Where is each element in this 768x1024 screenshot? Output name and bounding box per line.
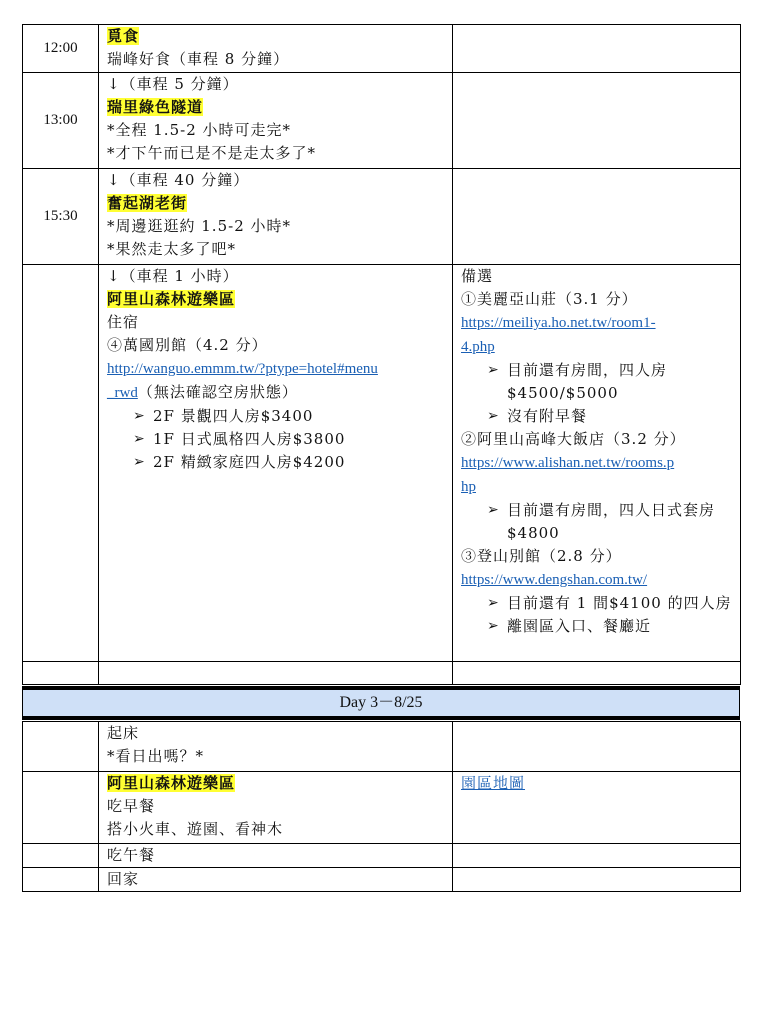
activity-line: 吃早餐 (107, 797, 156, 815)
highlight-place: 阿里山森林遊樂區 (107, 290, 236, 308)
day-header-band (22, 686, 740, 720)
arrow-bullet-icon: ➢ (487, 408, 500, 424)
side-cell (453, 722, 741, 772)
activity-line: 瑞峰好食（車程 8 分鐘） (107, 50, 290, 68)
option-name: ②阿里山高峰大飯店（3.2 分） (461, 430, 686, 448)
table-row (23, 169, 741, 265)
schedule-table-day3 (22, 721, 741, 892)
note-line: *周邊逛逛約 1.5-2 小時* (107, 217, 292, 235)
day-header: Day 3－8/25 (22, 690, 740, 716)
side-cell (453, 169, 741, 265)
note-line: *果然走太多了吧* (107, 240, 237, 258)
park-map-link[interactable]: 園區地圖 (461, 774, 526, 792)
option-link-continued[interactable]: 4.php (461, 339, 495, 355)
time-cell (23, 265, 99, 662)
table-row (23, 265, 741, 662)
activity-line: 吃午餐 (107, 846, 156, 864)
activity-cell (99, 722, 453, 772)
activity-line: 回家 (107, 870, 140, 888)
table-row (23, 73, 741, 169)
arrow-bullet-icon: ➢ (487, 618, 500, 634)
alternatives-title: 備選 (461, 267, 494, 285)
highlight-place: 瑞里綠色隧道 (107, 98, 204, 116)
table-row-empty (23, 662, 741, 685)
alternatives-cell (453, 265, 741, 662)
table-row (23, 772, 741, 844)
arrow-bullet-icon: ➢ (487, 595, 500, 611)
option-name: ③登山別館（2.8 分） (461, 547, 622, 565)
empty-cell (99, 662, 453, 685)
activity-cell (99, 25, 453, 73)
time-cell (23, 868, 99, 892)
note-line: *看日出嗎？* (107, 747, 205, 765)
option-link-continued[interactable]: hp (461, 479, 476, 495)
time-cell (23, 722, 99, 772)
link-note: （無法確認空房狀態） (137, 383, 298, 401)
side-cell (453, 868, 741, 892)
empty-cell (453, 662, 741, 685)
table-row (23, 868, 741, 892)
option-name: ①美麗亞山莊（3.1 分） (461, 290, 638, 308)
arrow-bullet-icon: ➢ (133, 408, 146, 424)
activity-cell (99, 265, 453, 662)
travel-line: ↓（車程 1 小時） (107, 267, 239, 285)
list-item: ➢ 目前還有房間，四人日式套房$4800 (487, 501, 716, 542)
highlight-place: 覓食 (107, 27, 140, 45)
divider (22, 716, 740, 720)
travel-line: ↓（車程 5 分鐘） (107, 75, 239, 93)
empty-cell (23, 662, 99, 685)
activity-line: 搭小火車、遊園、看神木 (107, 820, 284, 838)
time-cell (23, 772, 99, 844)
table-row (23, 844, 741, 868)
activity-cell (99, 772, 453, 844)
arrow-bullet-icon: ➢ (133, 431, 146, 447)
activity-cell (99, 73, 453, 169)
note-line: *全程 1.5-2 小時可走完* (107, 121, 292, 139)
side-cell (453, 772, 741, 844)
arrow-bullet-icon: ➢ (487, 362, 500, 378)
option-link[interactable]: https://meiliya.ho.net.tw/room1- (461, 315, 656, 331)
note-line: *才下午而已是不是走太多了* (107, 144, 317, 162)
arrow-bullet-icon: ➢ (487, 502, 500, 518)
table-row (23, 25, 741, 73)
highlight-place: 阿里山森林遊樂區 (107, 774, 236, 792)
time-cell: 15:30 (23, 169, 99, 265)
activity-cell (99, 844, 453, 868)
list-item: ➢ 沒有附早餐 (461, 405, 740, 428)
list-item: ➢ 2F 精緻家庭四人房$4200 (107, 451, 452, 474)
list-item: ➢ 1F 日式風格四人房$3800 (107, 428, 452, 451)
time-cell (23, 844, 99, 868)
activity-cell (99, 868, 453, 892)
side-cell (453, 73, 741, 169)
list-item: ➢ 目前還有 1 間$4100 的四人房 (461, 592, 740, 615)
schedule-table-day2 (22, 24, 741, 685)
activity-line: 起床 (107, 724, 140, 742)
hotel-link-continued[interactable]: _rwd (107, 385, 138, 401)
hotel-link[interactable]: http://wanguo.emmm.tw/?ptype=hotel#menu (107, 361, 378, 377)
hotel-name: ④萬國別館（4.2 分） (107, 336, 268, 354)
stay-label: 住宿 (107, 313, 140, 331)
list-item: ➢ 離園區入口、餐廳近 (461, 615, 740, 638)
option-link[interactable]: https://www.alishan.net.tw/rooms.p (461, 455, 675, 471)
arrow-bullet-icon: ➢ (133, 454, 146, 470)
side-cell (453, 844, 741, 868)
list-item: ➢ 目前還有房間，四人房 $4500/$5000 (487, 361, 668, 402)
table-row (23, 722, 741, 772)
time-cell: 12:00 (23, 25, 99, 73)
time-cell: 13:00 (23, 73, 99, 169)
list-item: ➢ 2F 景觀四人房$3400 (107, 405, 452, 428)
travel-line: ↓（車程 40 分鐘） (107, 171, 250, 189)
activity-cell (99, 169, 453, 265)
side-cell (453, 25, 741, 73)
option-link[interactable]: https://www.dengshan.com.tw/ (461, 572, 648, 588)
highlight-place: 奮起湖老街 (107, 194, 188, 212)
